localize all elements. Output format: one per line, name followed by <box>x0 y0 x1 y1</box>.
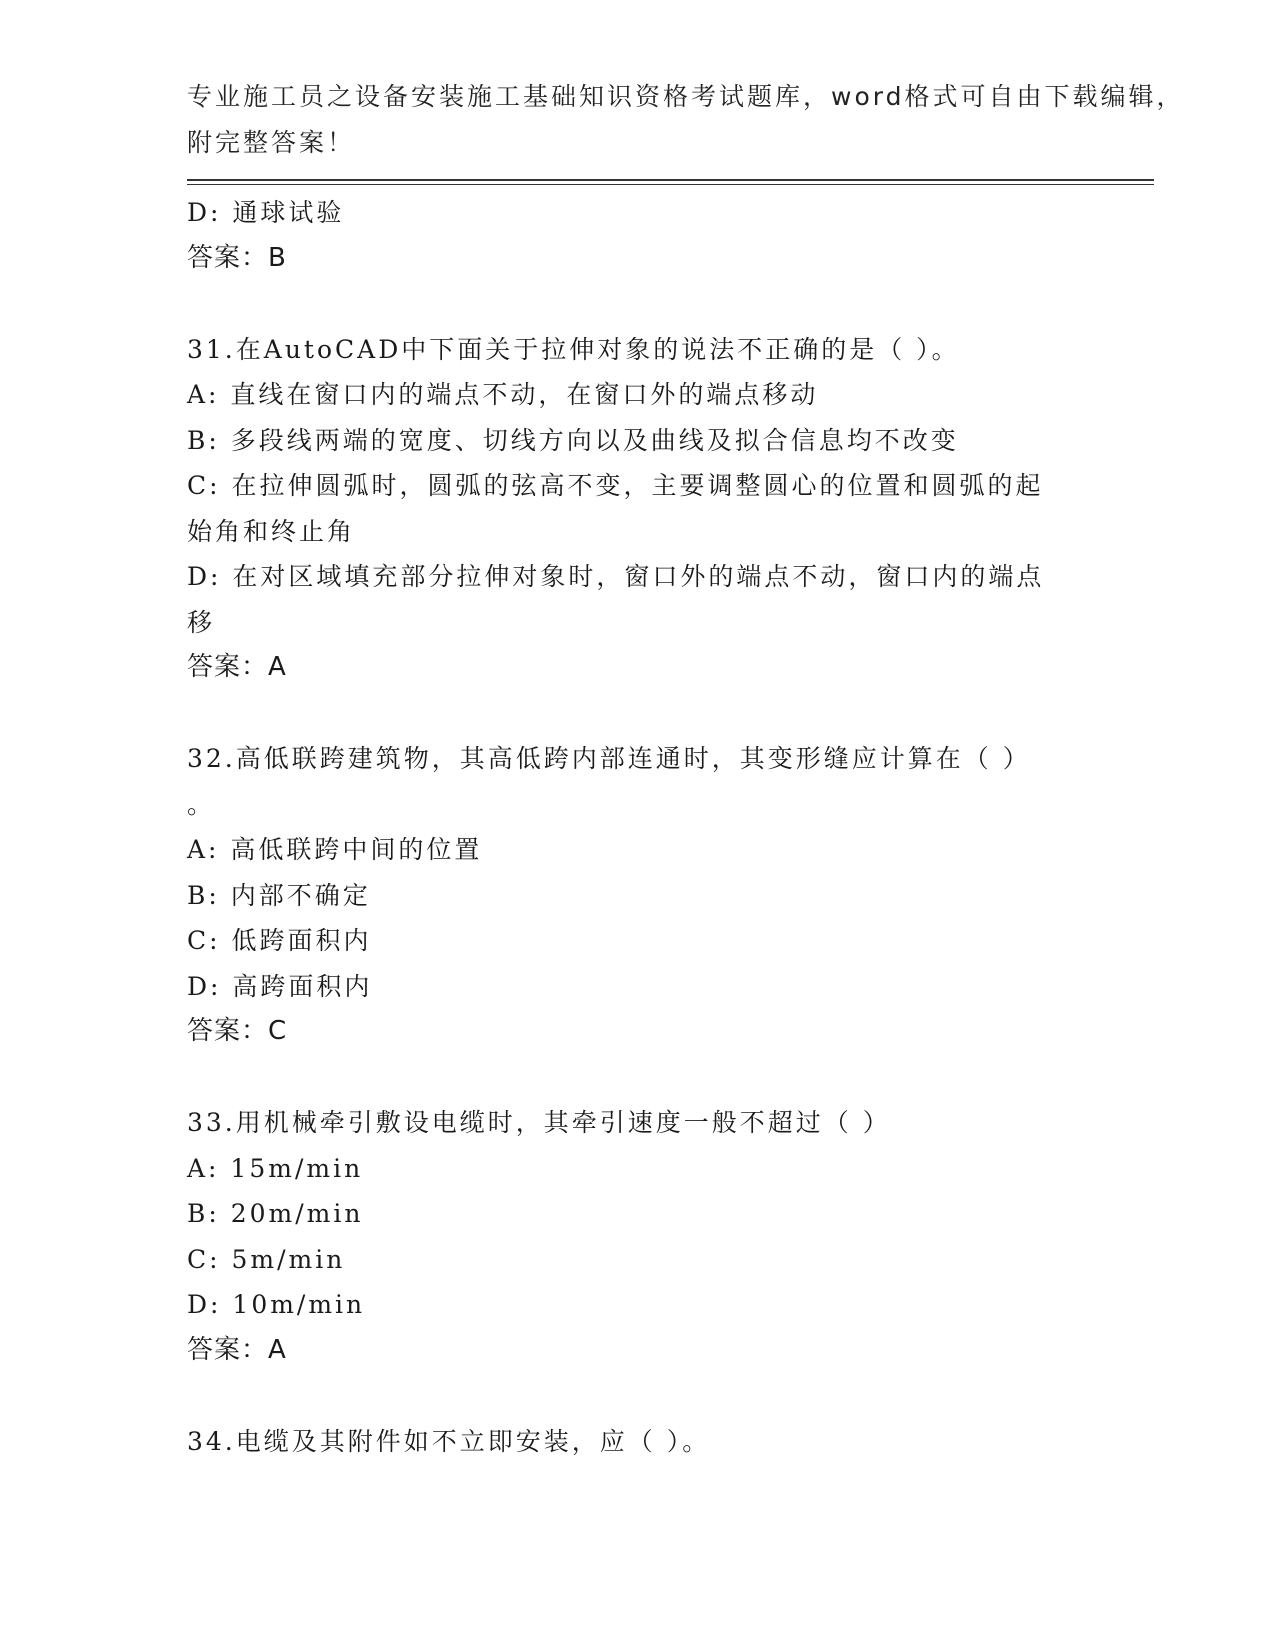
header-divider-thick <box>187 179 1154 181</box>
option-b: B: 20m/min <box>187 1199 364 1228</box>
option-b: B: 内部不确定 <box>187 880 371 910</box>
question-list <box>187 190 1087 1464</box>
option-d: D: 通球试验 <box>187 198 345 227</box>
question-stem: 34.电缆及其附件如不立即安装，应（ ）。 <box>187 1426 711 1456</box>
option-d: D: 高跨面积内 <box>187 971 373 1001</box>
question-34 <box>187 1419 1087 1465</box>
header-line-1: 专业施工员之设备安装施工基础知识资格考试题库，word格式可自由下载编辑， <box>187 82 1185 111</box>
spacer <box>187 691 1087 737</box>
option-c: C: 在拉伸圆弧时，圆弧的弦高不变，主要调整圆心的位置和圆弧的起 <box>187 471 1044 500</box>
option-d-continued: 移 <box>187 607 216 637</box>
option-d: D: 10m/min <box>187 1290 366 1319</box>
question-stem-continued: 。 <box>187 789 216 819</box>
answer-line: 答案：C <box>187 1016 288 1046</box>
option-b: B: 多段线两端的宽度、切线方向以及曲线及拟合信息均不改变 <box>187 425 959 455</box>
answer-line: 答案：A <box>187 1334 287 1365</box>
answer-line: 答案：A <box>187 652 287 682</box>
option-a: A: 高低联跨中间的位置 <box>187 835 483 864</box>
option-d: D: 在对区域填充部分拉伸对象时，窗口外的端点不动，窗口内的端点 <box>187 562 1045 591</box>
option-a: A: 直线在窗口内的端点不动，在窗口外的端点移动 <box>187 380 819 409</box>
question-32 <box>187 736 1087 1055</box>
spacer <box>187 281 1087 327</box>
question-33 <box>187 1100 1087 1373</box>
option-c: C: 低跨面积内 <box>187 926 372 955</box>
option-a: A: 15m/min <box>187 1153 364 1183</box>
question-stem: 33.用机械牵引敷设电缆时，其牵引速度一般不超过（ ） <box>187 1108 891 1137</box>
header-line-2: 附完整答案！ <box>187 127 356 157</box>
document-header <box>187 74 1185 165</box>
spacer <box>187 1373 1087 1419</box>
question-stem: 31.在AutoCAD中下面关于拉伸对象的说法不正确的是（ ）。 <box>187 334 960 364</box>
header-divider-thin <box>187 184 1154 185</box>
question-stem: 32.高低联跨建筑物，其高低跨内部连通时，其变形缝应计算在（ ） <box>187 744 1031 773</box>
spacer <box>187 1055 1087 1101</box>
option-c-continued: 始角和终止角 <box>187 516 356 546</box>
answer-line: 答案：B <box>187 242 287 273</box>
option-c: C: 5m/min <box>187 1244 346 1274</box>
question-30-tail <box>187 190 1087 281</box>
question-31 <box>187 327 1087 691</box>
